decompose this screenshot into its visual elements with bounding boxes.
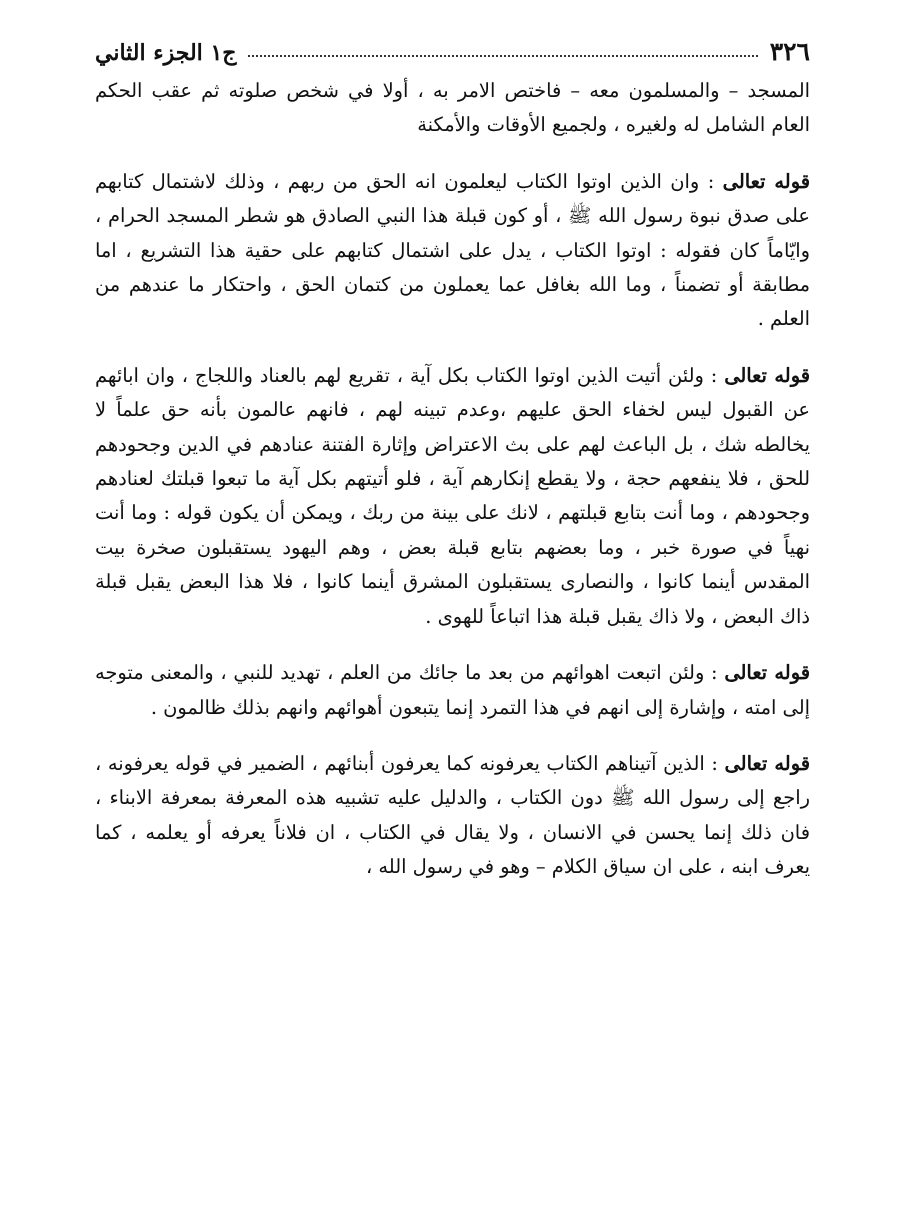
paragraph-text: : ولئن أتيت الذين اوتوا الكتاب بكل آية ، تقريع لهم بالعناد واللجاج ، وان ابائهم عن القبول ليس لخفاء الحق عليهم ،وعدم تبينه لهم ، فانهم عالمون بأنه حق علماً لا يخالطه شك ، بل الباعث لهم على بث الاعتراض وإثارة الفتنة عنادهم في الدين وجحودهم للحق ، فلا ينفعهم حجة ، ولا يقطع إنكارهم آية ، فلو أتيتهم بكل آية ما تبعوا قبلتك لعنادهم وجحودهم ، وما أنت بتابع قبلتهم ، لانك على بينة من ربك ، ويمكن أن يكون قوله : وما أنت نهياً في صورة خبر ، وما بعضهم بتابع قبلة بعض ، وهم اليهود يستقبلون صخرة بيت المقدس أينما كانوا ، والنصارى يستقبلون المشرق أينما كانوا ، فلا هذا البعض يقبل قبلة ذاك البعض ، ولا ذاك يقبل قبلة هذا اتباعاً للهوى . xyxy=(95,363,810,628)
dotted-leader xyxy=(248,55,757,57)
paragraph-text: : الذين آتيناهم الكتاب يعرفونه كما يعرفون أبنائهم ، الضمير في قوله يعرفونه ، راجع إلى رسول الله ﷺ دون الكتاب ، والدليل عليه تشبيه هذه المعرفة بمعرفة الابناء ، فان ذلك إنما يحسن في الانسان ، ولا يقال في الكتاب ، ان فلاناً يعرفه أو يعلمه ، كما يعرف ابنه ، على ان سياق الكلام – وهو في رسول الله ، xyxy=(95,751,810,879)
paragraph-verse-commentary xyxy=(95,165,810,337)
paragraph-lead: قوله تعالى xyxy=(724,751,810,775)
paragraph-text: : وان الذين اوتوا الكتاب ليعلمون انه الحق من ربهم ، وذلك لاشتمال كتابهم على صدق نبوة رسول الله ﷺ ، أو كون قبلة هذا النبي الصادق هو شطر المسجد الحرام ، وايّاماً كان فقوله : اوتوا الكتاب ، يدل على اشتمال كتابهم على حقية هذا التشريع ، اما مطابقة أو تضمناً ، وما الله بغافل عما يعملون من كتمان الحق ، واحتكار ما عندهم من العلم . xyxy=(95,169,810,331)
running-head: ج١ الجزء الثاني xyxy=(95,40,237,66)
paragraph-text: المسجد – والمسلمون معه – فاختص الامر به ، أولا في شخص صلوته ثم عقب الحكم العام الشامل له ولغيره ، ولجميع الأوقات والأمكنة xyxy=(95,79,810,137)
page-header xyxy=(95,30,810,66)
paragraph-text: : ولئن اتبعت اهوائهم من بعد ما جائك من العلم ، تهديد للنبي ، والمعنى متوجه إلى امته ، وإشارة إلى انهم في هذا التمرد إنما يتبعون أهوائهم وانهم بذلك ظالمون . xyxy=(95,661,810,719)
paragraph-lead: قوله تعالى xyxy=(724,363,810,387)
page-number: ٣٢٦ xyxy=(769,37,810,66)
paragraph-lead: قوله تعالى xyxy=(724,661,810,685)
paragraph-verse-commentary xyxy=(95,359,810,634)
paragraph-verse-commentary xyxy=(95,656,810,725)
paragraph-verse-commentary xyxy=(95,747,810,885)
paragraph-lead: قوله تعالى xyxy=(722,169,811,193)
document-page xyxy=(95,30,810,1190)
paragraph-continuation xyxy=(95,74,810,143)
